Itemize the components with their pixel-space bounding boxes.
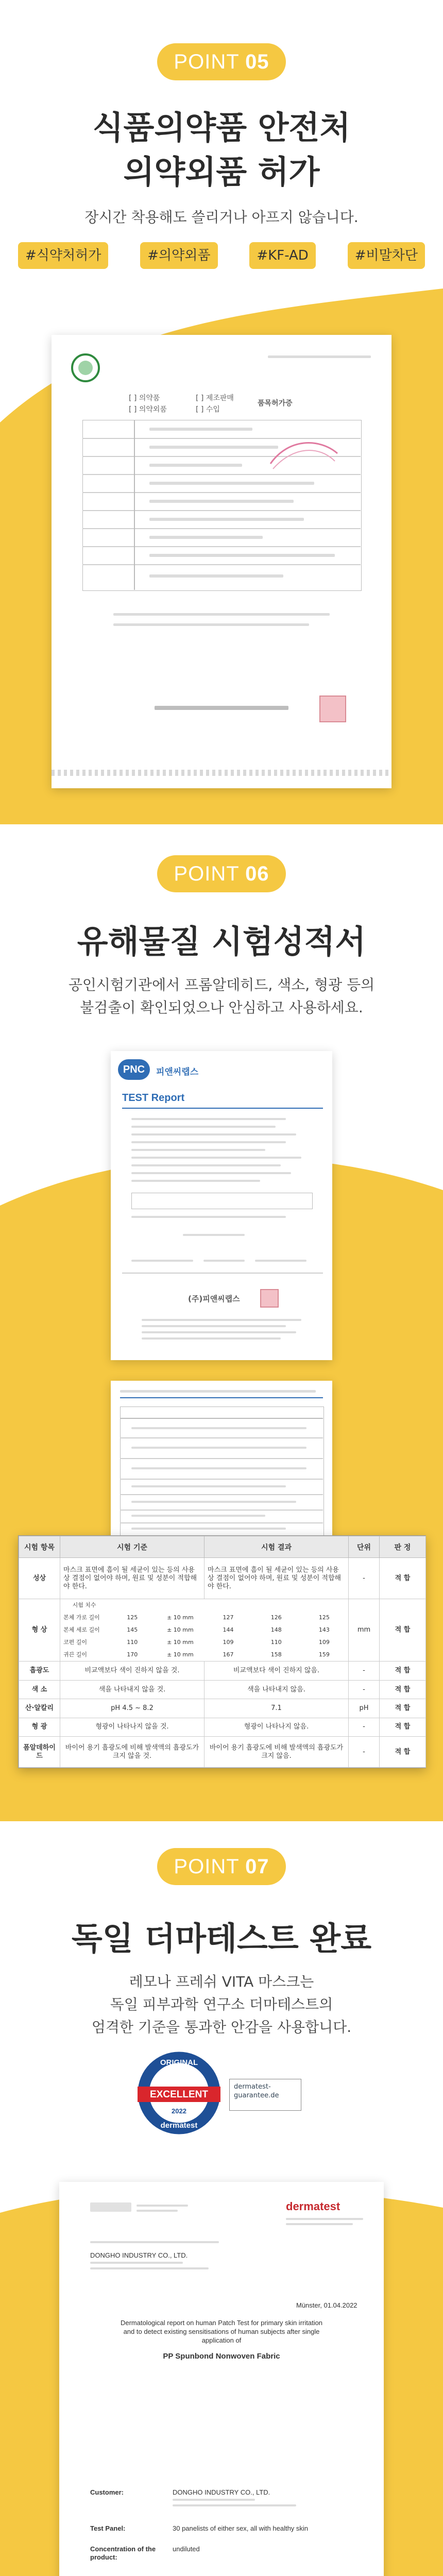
table-header: 시험 항목 [19,1536,60,1558]
report-heading: Dermatological report on human Patch Test for primary skin irritation and to detect existing sensitisations of human subjects after single application of [120,2319,323,2344]
panel-label: Test Panel: [90,2524,126,2532]
svg-text:dermatest: dermatest [160,2121,198,2130]
point-06-title: 유해물질 시험성적서 [77,923,366,960]
hashtag: #비말차단 [348,242,425,269]
point-05-badge: POINT 05 [157,43,286,80]
dermatest-report-image [59,2182,384,2576]
point-05-section [0,0,443,824]
table-row: 형 광 형광이 나타나지 않을 것. 형광이 나타나지 않음. - 적 합 [19,1718,426,1736]
pnc-logo: PNC [118,1059,150,1080]
official-seal-icon [319,696,346,722]
hashtag: #의약외품 [140,242,217,269]
concentration-value: undiluted [173,2545,200,2553]
point-05-title-line2: 의약외품 허가 [123,153,320,191]
point-06-section [0,824,443,1821]
point-07-subtitle: 레모나 프레쉬 VITA 마스크는 독일 피부과학 연구소 더마테스트의 엄격한 기준을 통과한 안감을 사용합니다. [91,1973,352,2036]
hashtag-list [18,242,425,269]
hashtag: #식약처허가 [18,242,108,269]
dermatest-excellent-seal-icon [137,2050,222,2136]
panel-value: 30 panelists of either sex, all with healthy skin [173,2524,309,2532]
company-seal-icon [260,1289,279,1308]
test-report-page-1 [111,1051,332,1360]
point-05-subtitle: 장시간 착용해도 쓸리거나 아프지 않습니다. [84,209,359,226]
hashtag: #KF-AD [249,242,315,269]
point-07-title: 독일 더마테스트 완료 [71,1920,372,1957]
cert-check-2: [ ] 제조판매 [196,394,234,402]
table-header: 시험 결과 [205,1536,349,1558]
report-date: Münster, 01.04.2022 [296,2301,357,2309]
cert-check-1: [ ] 의약품 [129,394,160,402]
svg-text:ORIGINAL: ORIGINAL [160,2058,198,2067]
dermatest-guarantee-label: dermatest-guarantee.de [229,2079,301,2111]
customer-value: DONGHO INDUSTRY CO., LTD. [173,2488,270,2496]
dimension-subtable: 시험 치수 본체 가로 길이 125 ± 10 mm 127 126 125 본체 세로 길이 145 ± 10 mm 144 148 143 코편 길이 110 ± 10 mm 109 110 109 귀끈 길이 170 ± 10 mm 167 158 159 [63,1602,330,1658]
svg-text:EXCELLENT: EXCELLENT [150,2089,208,2100]
test-report-heading: TEST Report [122,1092,185,1104]
concentration-label: Concentration of the product: [90,2545,156,2561]
pnc-stamp-name: (주)피앤씨랩스 [188,1294,240,1303]
test-result-table [18,1535,426,1768]
cert-check-3: [ ] 의약외품 [129,405,167,414]
customer-label: Customer: [90,2488,124,2496]
point-06-badge: POINT 06 [157,855,286,892]
mfds-emblem-icon [70,352,101,383]
point-06-subtitle: 공인시험기관에서 프롬알데히드, 색소, 형광 등의 불검출이 확인되었으나 안심하고 사용하세요. [68,976,375,1016]
report-company-address: DONGHO INDUSTRY CO., LTD. [90,2251,188,2259]
dermatest-logo: dermatest [286,2200,340,2213]
point-05-title-line1: 식품의약품 안전처 [92,109,351,146]
point-07-badge: POINT 07 [157,1848,286,1885]
table-row: 흡광도 비교액보다 색이 진하지 않을 것. 비교액보다 색이 진하지 않음. - 적 합 [19,1662,426,1680]
mfds-certificate-image [52,335,391,788]
report-product: PP Spunbond Nonwoven Fabric [163,2352,280,2361]
cert-check-4: [ ] 수입 [196,405,220,414]
svg-text:2022: 2022 [172,2107,186,2115]
table-row: 형 상 시험 치수 본체 가로 길이 125 ± 10 mm 127 126 125 본체 세로 길이 145 ± 10 mm 144 148 143 코편 길이 110 ± 10 mm 109 110 109 귀끈 길이 170 ± 10 mm 167 158 159 mm 적 합 [19,1599,426,1662]
point-07-section [0,1821,443,2576]
table-header: 시험 기준 [60,1536,205,1558]
pnc-company-name: 피앤씨랩스 [156,1067,199,1077]
point-05-title [0,106,443,194]
table-row: 산·알칼리 pH 4.5 ~ 8.2 7.1 pH 적 합 [19,1699,426,1718]
table-row: 색 소 색을 나타내지 않을 것. 색을 나타내지 않음. - 적 합 [19,1680,426,1699]
table-header: 단위 [349,1536,380,1558]
cert-heading: 품목허가증 [258,399,293,408]
table-header: 판 정 [380,1536,426,1558]
table-row: 성상 마스크 표면에 흠이 될 세균이 있는 등의 사용상 결점이 없어야 하며, 원료 및 성분이 적합해야 한다. 마스크 표면에 흠이 될 세균이 있는 등의 사용상 결점이 없어야 하며, 원료 및 성분이 적합해야 한다. - 적 합 [19,1558,426,1599]
table-row: 폼알데하이드 바이어 용기 흡광도에 비해 발색액의 흡광도가 크지 않을 것. 바이어 용기 흡광도에 비해 발색액의 흡광도가 크지 않음. - 적 합 [19,1737,426,1768]
